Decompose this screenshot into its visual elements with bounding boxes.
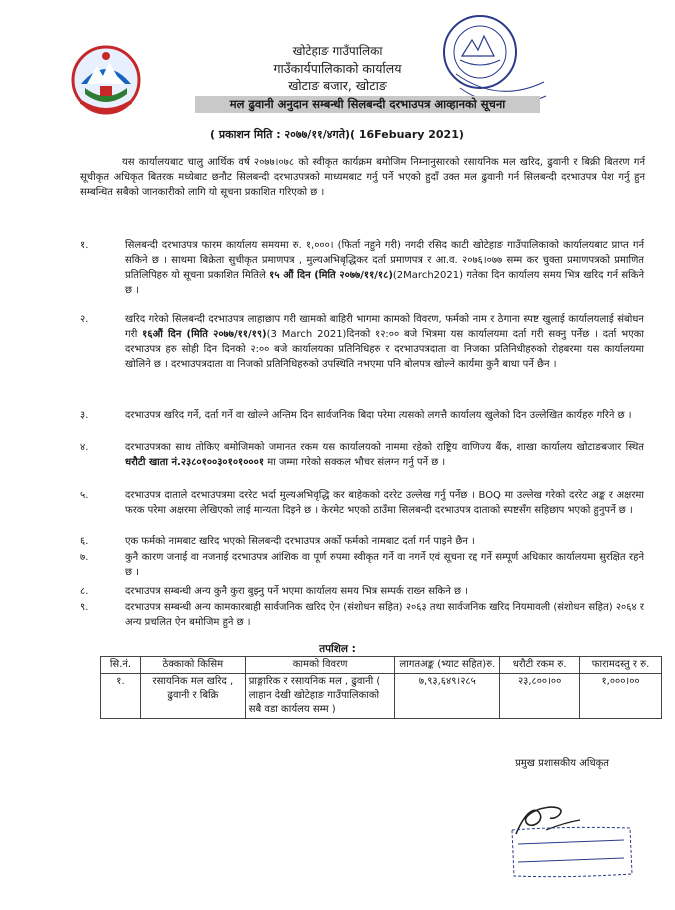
item-number: ९. <box>80 602 89 613</box>
table-cell: २३,८००।०० <box>500 674 580 719</box>
item-text: दरभाउपत्रका साथ तोकिए बमोजिमको जमानत रकम यस कार्यालयको नाममा रहेको राष्ट्रिय वाणिज्य बैंक, शाखा कार्यालय खोटाङबजार स्थित धरौटी खाता नं.२३८०१००३०१०१०००१ मा जम्मा गरेको सक्कल भौचर संलग्न गर्नु पर्ने छ । <box>125 442 644 468</box>
item-number: २. <box>80 314 89 325</box>
item-text: एक फर्मको नामबाट खरिद भएको सिलबन्दी दरभाउपत्र अर्को फर्मको नामबाट दर्ता गर्न पाइने छैन । <box>125 536 475 547</box>
municipality-name: खोटेहाङ गाउँपालिका <box>292 44 383 58</box>
item-number: ६. <box>80 536 89 547</box>
item-text: दरभाउपत्र सम्बन्धी अन्य कुनै कुरा बुझ्नु पर्ने भएमा कार्यालय समय भित्र सम्पर्क राख्न सकिने छ । <box>125 586 468 597</box>
col-header: कामको विवरण <box>245 657 395 674</box>
table-cell: १. <box>101 674 141 719</box>
col-header: धरौटी रकम रु. <box>500 657 580 674</box>
item-text: खरिद गरेको सिलबन्दी दरभाउपत्र लाहाछाप गरी खामको बाहिरी भागमा कामको विवरण, फर्मको नाम र ठेगाना स्पष्ट खुलाई कार्यालयलाई संबोधन गरी १६औं दिन (मिति २०७७/११/१९)(3 March 2021)दिनको १२:०० बजे भित्रमा यस कार्यालयमा दर्ता गरी सक्नु पर्नेछ । दर्ता भएका दरभाउपत्र हरु सोही दिन दिनको २:०० बजे कार्यालयका प्रतिनिधिहरु र दरभाउपत्रदाता वा निजका प्रतिनिधीहरुको रोहबरमा यस कार्यालयमा खोलिने छ । दरभाउपत्रदाता वा निजको प्रतिनिधिहरुको उपस्थिति नभएमा पनि बोलपत्र खोल्ने कार्यमा कुनै बाधा पर्ने छैन । <box>125 314 645 370</box>
item-number: ७. <box>80 552 89 563</box>
table-caption: तपशिल : <box>319 643 356 655</box>
office-name: गाउँकार्यपालिकाको कार्यालय <box>273 61 402 76</box>
table-cell: ७,९३,६४९।२८५ <box>395 674 500 719</box>
item-text: दरभाउपत्र खरिद गर्ने, दर्ता गर्ने वा खोल्ने अन्तिम दिन सार्वजनिक बिदा परेमा त्यसको लगत्तै कार्यालय खुलेको दिन उल्लेखित कार्यहरु गरिने छ । <box>125 410 632 421</box>
table-cell: रसायनिक मल खरिद , ढुवानी र बिक्रि <box>140 674 245 719</box>
item-text: दरभाउपत्र सम्बन्धी अन्य कामकारबाही सार्वजनिक खरिद ऐन (संशोधन सहित) २०६३ तथा सार्वजनिक खरिद नियमावली (संशोधन सहित) २०६४ र अन्य प्रचलित ऐन बमोजिम हुने छ । <box>125 602 644 628</box>
item-number: ८. <box>80 586 89 597</box>
table-row <box>101 674 662 719</box>
signatory-title: प्रमुख प्रशासकीय अधिकृत <box>515 758 609 769</box>
table-header-row <box>101 657 662 674</box>
notice-subject: मल ढुवानी अनुदान सम्बन्धी सिलबन्दी दरभाउपत्र आव्हानको सूचना <box>195 96 540 113</box>
intro-paragraph: यस कार्यालयबाट चालु आर्थिक वर्ष २०७७।०७८ को स्वीकृत कार्यक्रम बमोजिम निम्नानुसारको रसायनिक मल खरिद, ढुवानी र बिक्री बितरण गर्न सूचीकृत अधिकृत बितरक मध्येबाट छनौट सिलबन्दी दरभाउपत्रको माध्यमबाट गर्नु पर्ने भएको हुदाँ उक्त मल ढुवानी गर्न सिलबन्दी दरभाउपत्र पेश गर्नु हुन सम्बन्धित सबैको जानकारीको लागि यो सूचना प्रकाशित गरिएको छ । <box>80 157 645 198</box>
item-number: ४. <box>80 442 89 453</box>
table-cell: प्राङ्गारिक र रसायनिक मल , ढुवानी ( लाहान देखी खोटेहाङ गाउँपालिकाको सबै वडा कार्यलय सम्म ) <box>245 674 395 719</box>
signature-stamp <box>508 826 634 878</box>
tender-table <box>100 656 662 719</box>
item-text: कुनै कारण जनाई वा नजनाई दरभाउपत्र आंशिक वा पूर्ण रुपमा स्वीकृत गर्ने वा नगर्ने एवं सूचना रद्द गर्ने सम्पूर्ण अधिकार कार्यालयमा सुरक्षित रहने छ । <box>125 552 644 578</box>
col-header: लागतअङ्क (भ्याट सहित)रु. <box>395 657 500 674</box>
table-cell: १,०००।०० <box>580 674 662 719</box>
item-number: ३. <box>80 410 89 421</box>
col-header: सि.नं. <box>101 657 141 674</box>
item-number: ५. <box>80 490 89 501</box>
publication-date: ( प्रकाशन मिति : २०७७/११/४गते)( 16Febuary 2021) <box>210 128 464 141</box>
item-text: दरभाउपत्र दाताले दरभाउपत्रमा दररेट भर्दा मुल्यअभिवृद्धि कर बाहेकको दररेट उल्लेख गर्नु पर्नेछ । BOQ मा उल्लेख गरेको दररेट अङ्क र अक्षरमा फरक परेमा अक्षरमा लेखिएको लाई मान्यता दिइने छ । केरमेट भएको ठाउँमा सिलबन्दी दरभाउपत्र दाताको स्पष्टसँग सहिछाप भएको हुनुपर्ने छ । <box>125 490 644 516</box>
item-number: १. <box>80 240 89 251</box>
office-address: खोटाङ बजार, खोटाङ <box>288 78 387 93</box>
item-text: सिलबन्दी दरभाउपत्र फारम कार्यालय समयमा रु. १,०००। (फिर्ता नहुने गरी) नगदी रसिद काटी खोटेहाङ गाउँपालिकाको कार्यालयबाट प्राप्त गर्न सकिने छ । साथमा बिक्रेता सुचीकृत प्रमाणपत्र , मुल्यअभिबृद्धिकर दर्ता प्रमाणपत्र र आ.व. २०७६।०७७ सम्म कर चुक्ता प्रमाणपत्रको प्रमाणित प्रतिलिपिहरु यो सूचना प्रकाशित मितिले १५ औं दिन (मिति २०७७/११/१८)(2March2021) गतेका दिन कार्यालय समय भित्र खरिद गर्न सकिने छ । <box>125 240 644 296</box>
col-header: फारामदस्तु र रु. <box>580 657 662 674</box>
col-header: ठेक्काको किसिम <box>140 657 245 674</box>
